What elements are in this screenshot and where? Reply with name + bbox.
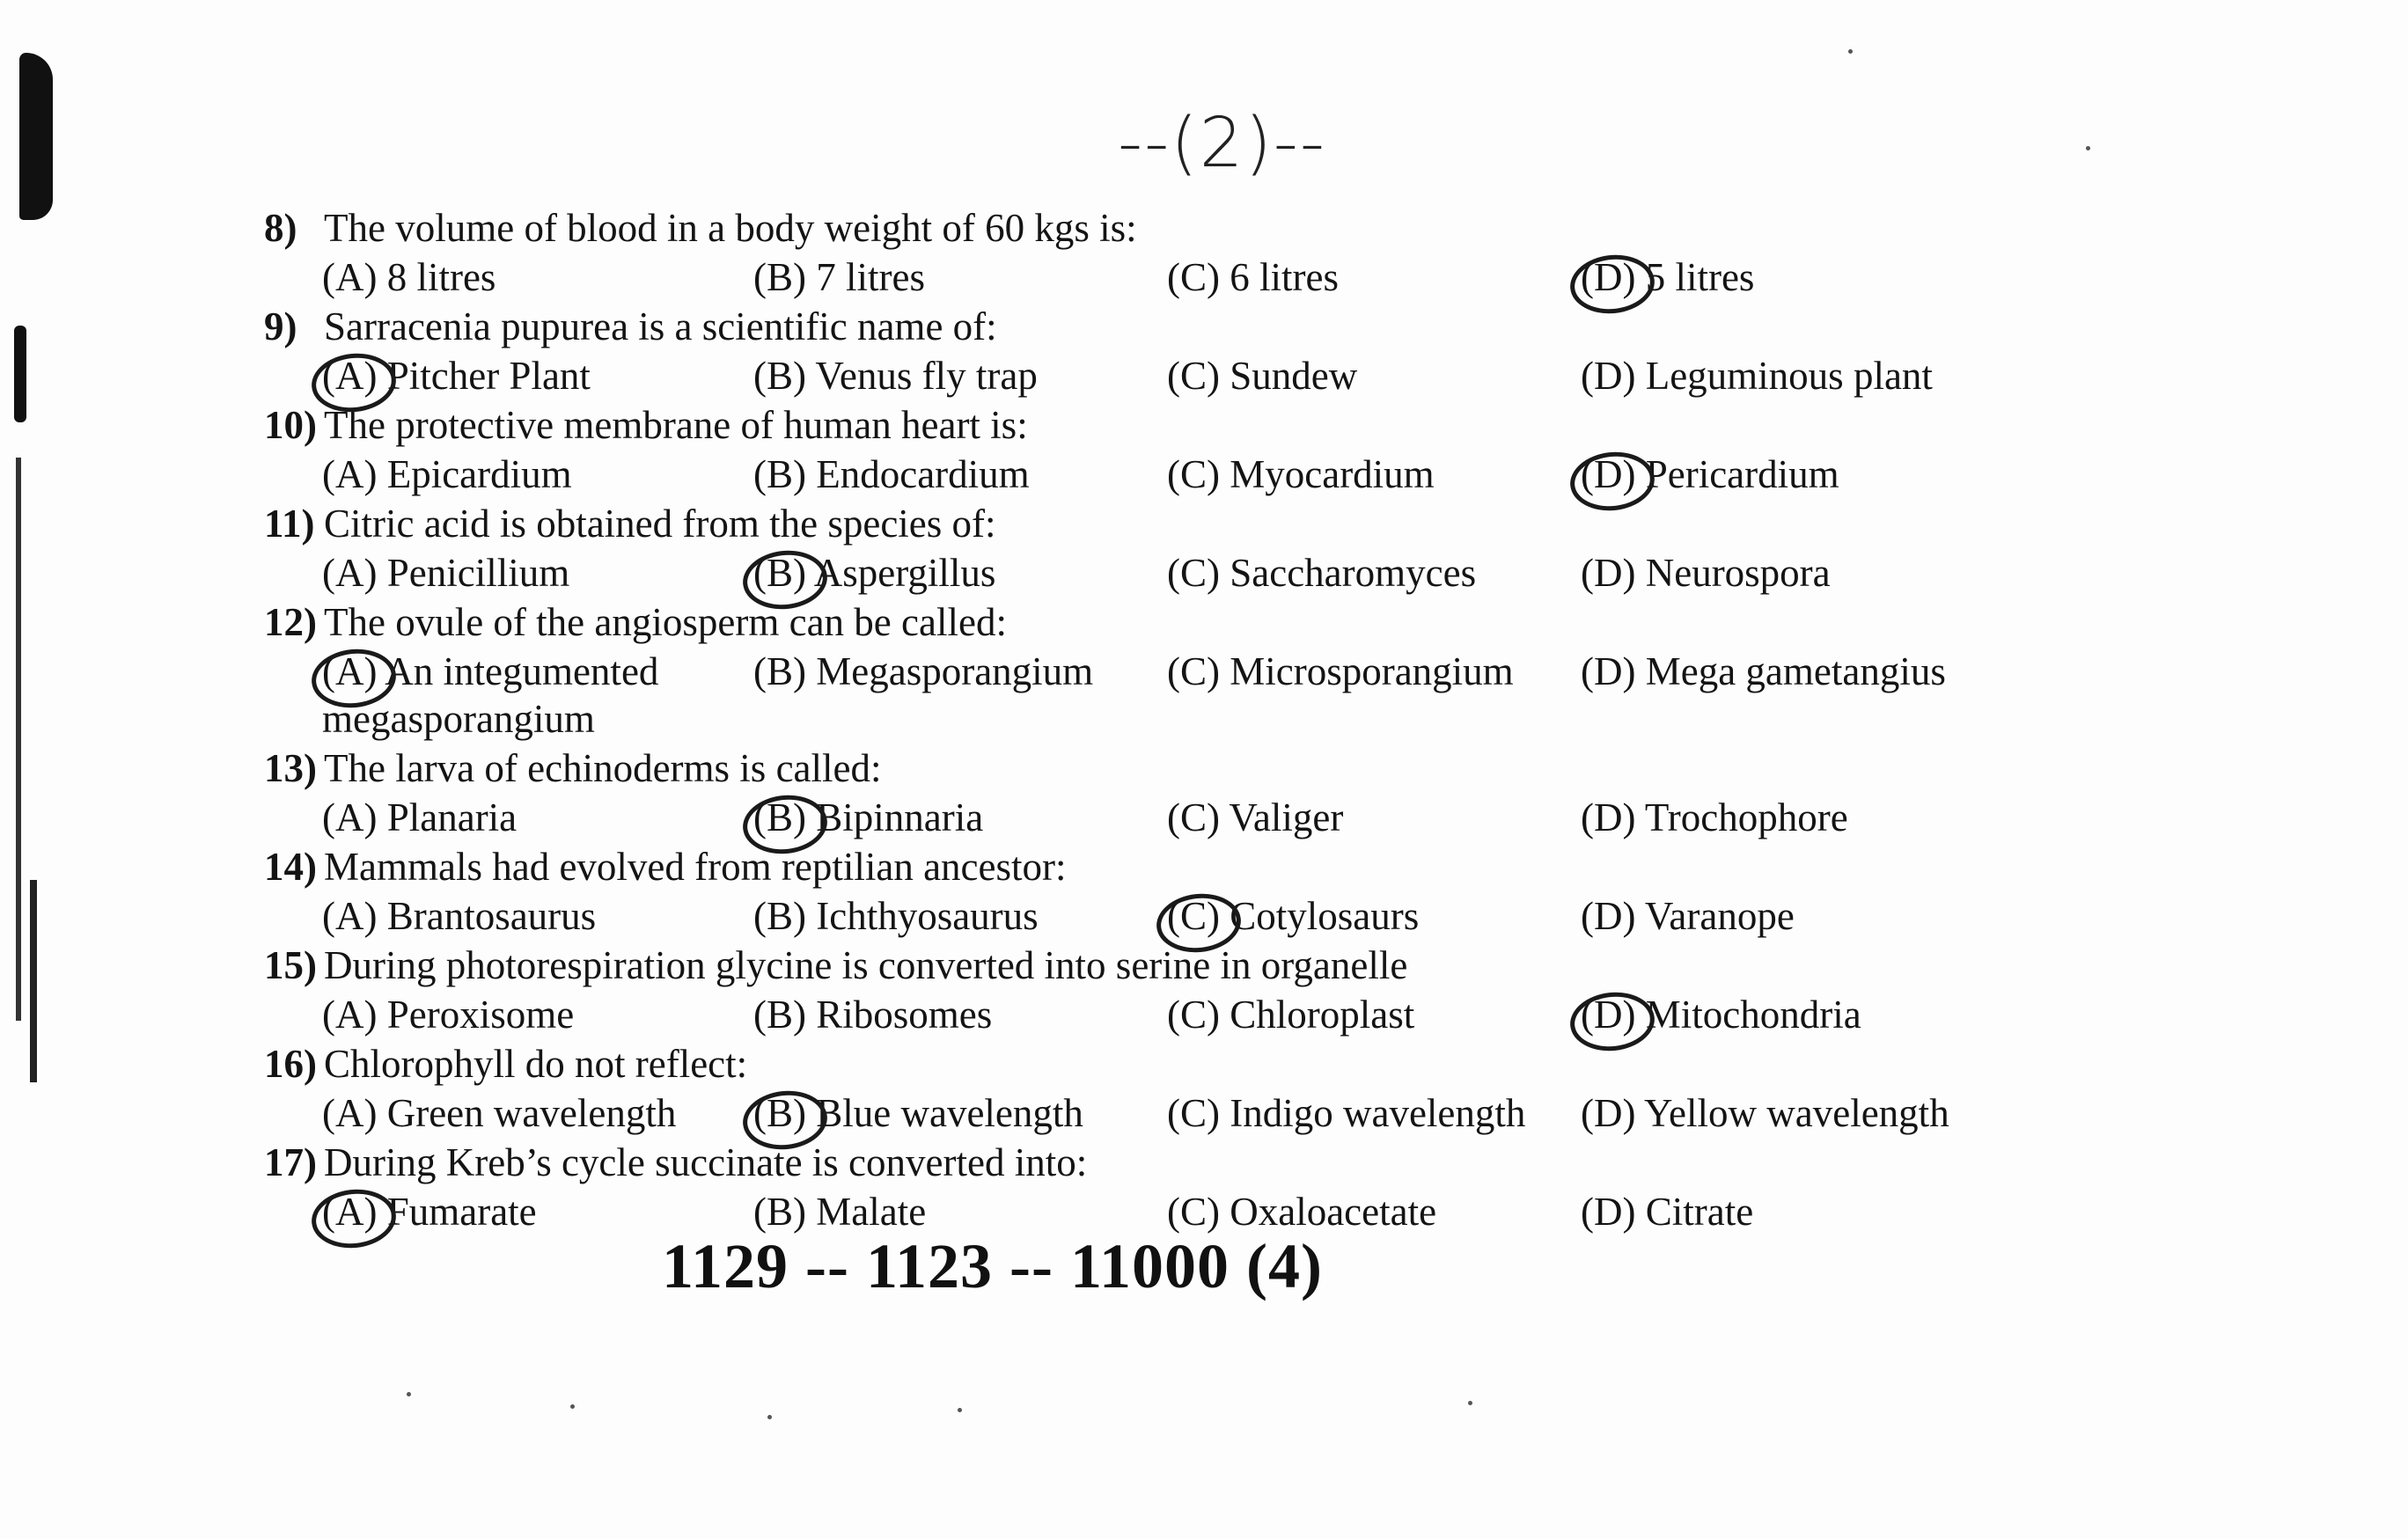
answer-option-a [322,648,709,743]
answer-option-d [1581,253,2003,301]
scan-speck [1468,1401,1472,1405]
question-stem [264,500,2024,549]
option-row [322,253,2024,301]
answer-option-label: (D) Trochophore [1581,795,1848,839]
answer-option-a [322,991,753,1038]
question-text: Mammals had evolved from reptilian ancestor: [324,845,1067,889]
answer-option-c [1167,549,1581,597]
scan-edge-mark [14,326,26,422]
answer-option-label: (C) Chloroplast [1167,993,1415,1037]
answer-option-label: (A) Penicillium [322,551,570,595]
answer-option-b [753,352,1167,399]
question-number: 8) [264,206,297,250]
answer-option-label: (A) Brantosaurus [322,894,597,938]
question-number: 13) [264,746,317,790]
answer-option-label: (B) Venus fly trap [753,354,1038,398]
answer-option-b [753,1089,1167,1137]
answer-option-d [1581,794,2003,841]
scan-edge-mark [16,458,21,1021]
answer-option-b [753,794,1167,841]
question-number: 11) [264,502,315,546]
question-item [264,500,2024,597]
question-text: Chlorophyll do not reflect: [324,1042,748,1086]
answer-option-a [322,352,753,399]
answer-option-d [1581,991,2003,1038]
answer-option-c [1167,253,1581,301]
answer-option-label: (D) Leguminous plant [1581,354,1933,398]
scan-speck [2086,146,2090,150]
question-stem [264,843,2024,892]
answer-option-b [753,892,1167,940]
answer-option-label: (B) Malate [753,1190,927,1234]
answer-option-c [1167,1188,1581,1235]
answer-option-c [1167,648,1581,743]
answer-option-d [1581,648,2003,743]
option-row [322,1089,2024,1137]
answer-option-label: (B) Aspergillus [753,551,996,595]
answer-option-label: (C) Valiger [1167,795,1344,839]
answer-option-d [1581,549,2003,597]
answer-option-label: (D) Yellow wavelength [1581,1091,1949,1135]
scan-edge-mark [19,53,53,220]
answer-option-label: (D) Citrate [1581,1190,1754,1234]
answer-option-label: (A) Green wavelength [322,1091,677,1135]
option-row [322,794,2024,841]
question-number: 9) [264,304,297,348]
page-marker: --(2)-- [1118,104,1327,183]
answer-option-label: (C) Oxaloacetate [1167,1190,1437,1234]
question-stem [264,204,2024,253]
answer-option-b [753,253,1167,301]
answer-option-label: (B) Endocardium [753,452,1030,496]
answer-option-d [1581,892,2003,940]
option-row [322,352,2024,399]
question-number: 15) [264,943,317,987]
question-item [264,303,2024,399]
question-number: 14) [264,845,317,889]
paper-code: 1129 -- 1123 -- 11000 (4) [662,1231,1323,1301]
question-text: During Kreb’s cycle succinate is converted into: [324,1140,1088,1184]
answer-option-c [1167,352,1581,399]
question-item [264,401,2024,498]
answer-option-label: (A) An integumented megasporangium [322,649,659,741]
answer-option-label: (D) Neurospora [1581,551,1831,595]
question-text: Sarracenia pupurea is a scientific name of: [324,304,997,348]
answer-option-a [322,794,753,841]
answer-option-b [753,991,1167,1038]
answer-option-label: (C) Saccharomyces [1167,551,1477,595]
answer-option-label: (A) Pitcher Plant [322,354,591,398]
question-item [264,942,2024,1038]
answer-option-d [1581,451,2003,498]
answer-option-a [322,549,753,597]
answer-option-label: (C) Myocardium [1167,452,1435,496]
question-item [264,744,2024,841]
answer-option-b [753,1188,1167,1235]
scan-speck [958,1408,962,1412]
answer-option-label: (C) Microsporangium [1167,649,1514,693]
scan-speck [407,1392,411,1396]
question-text: Citric acid is obtained from the species of: [324,502,996,546]
answer-option-c [1167,451,1581,498]
answer-option-label: (D) Mitochondria [1581,993,1861,1037]
question-text: During photorespiration glycine is converted into serine in organelle [324,943,1408,987]
scan-edge-mark [30,880,37,1082]
question-stem [264,942,2024,991]
question-item [264,598,2024,743]
question-item [264,1040,2024,1137]
answer-option-a [322,1188,753,1235]
answer-option-label: (B) Ribosomes [753,993,993,1037]
answer-option-b [753,648,1167,743]
answer-option-c [1167,991,1581,1038]
answer-option-a [322,892,753,940]
answer-option-label: (A) Epicardium [322,452,572,496]
answer-option-label: (B) Blue wavelength [753,1091,1083,1135]
question-list [264,204,2024,1237]
answer-option-label: (B) Megasporangium [753,649,1094,693]
question-text: The ovule of the angiosperm can be called: [324,600,1007,644]
question-stem [264,401,2024,451]
answer-option-c [1167,892,1581,940]
question-item [264,843,2024,940]
answer-option-c [1167,1089,1581,1137]
answer-option-label: (A) Fumarate [322,1190,537,1234]
answer-option-label: (A) Peroxisome [322,993,575,1037]
answer-option-d [1581,1188,2003,1235]
answer-option-label: (B) 7 litres [753,255,925,299]
answer-option-a [322,1089,753,1137]
question-number: 16) [264,1042,317,1086]
answer-option-b [753,549,1167,597]
scan-speck [570,1404,575,1409]
scan-speck [1848,49,1853,54]
scan-speck [767,1415,772,1419]
question-item [264,1139,2024,1235]
question-text: The larva of echinoderms is called: [324,746,882,790]
option-row [322,991,2024,1038]
answer-option-label: (D) Mega gametangius [1581,649,1946,693]
option-row [322,451,2024,498]
answer-option-c [1167,794,1581,841]
question-stem [264,1040,2024,1089]
answer-option-label: (C) Sundew [1167,354,1358,398]
answer-option-label: (C) 6 litres [1167,255,1339,299]
question-stem [264,744,2024,794]
option-row [322,648,2024,743]
answer-option-a [322,451,753,498]
answer-option-d [1581,1089,2003,1137]
question-text: The protective membrane of human heart is: [324,403,1028,447]
question-item [264,204,2024,301]
question-number: 12) [264,600,317,644]
answer-option-label: (B) Ichthyosaurus [753,894,1039,938]
option-row [322,1188,2024,1235]
answer-option-d [1581,352,2003,399]
answer-option-a [322,253,753,301]
question-number: 17) [264,1140,317,1184]
question-stem [264,303,2024,352]
answer-option-label: (B) Bipinnaria [753,795,984,839]
answer-option-label: (D) Pericardium [1581,452,1839,496]
answer-option-label: (C) Indigo wavelength [1167,1091,1526,1135]
option-row [322,549,2024,597]
option-row [322,892,2024,940]
answer-option-label: (D) Varanope [1581,894,1795,938]
answer-option-b [753,451,1167,498]
question-stem [264,598,2024,648]
answer-option-label: (D) 5 litres [1581,255,1755,299]
question-stem [264,1139,2024,1188]
answer-option-label: (C) Cotylosaurs [1167,894,1420,938]
answer-option-label: (A) 8 litres [322,255,496,299]
answer-option-label: (A) Planaria [322,795,518,839]
question-text: The volume of blood in a body weight of 60 kgs is: [324,206,1137,250]
question-number: 10) [264,403,317,447]
